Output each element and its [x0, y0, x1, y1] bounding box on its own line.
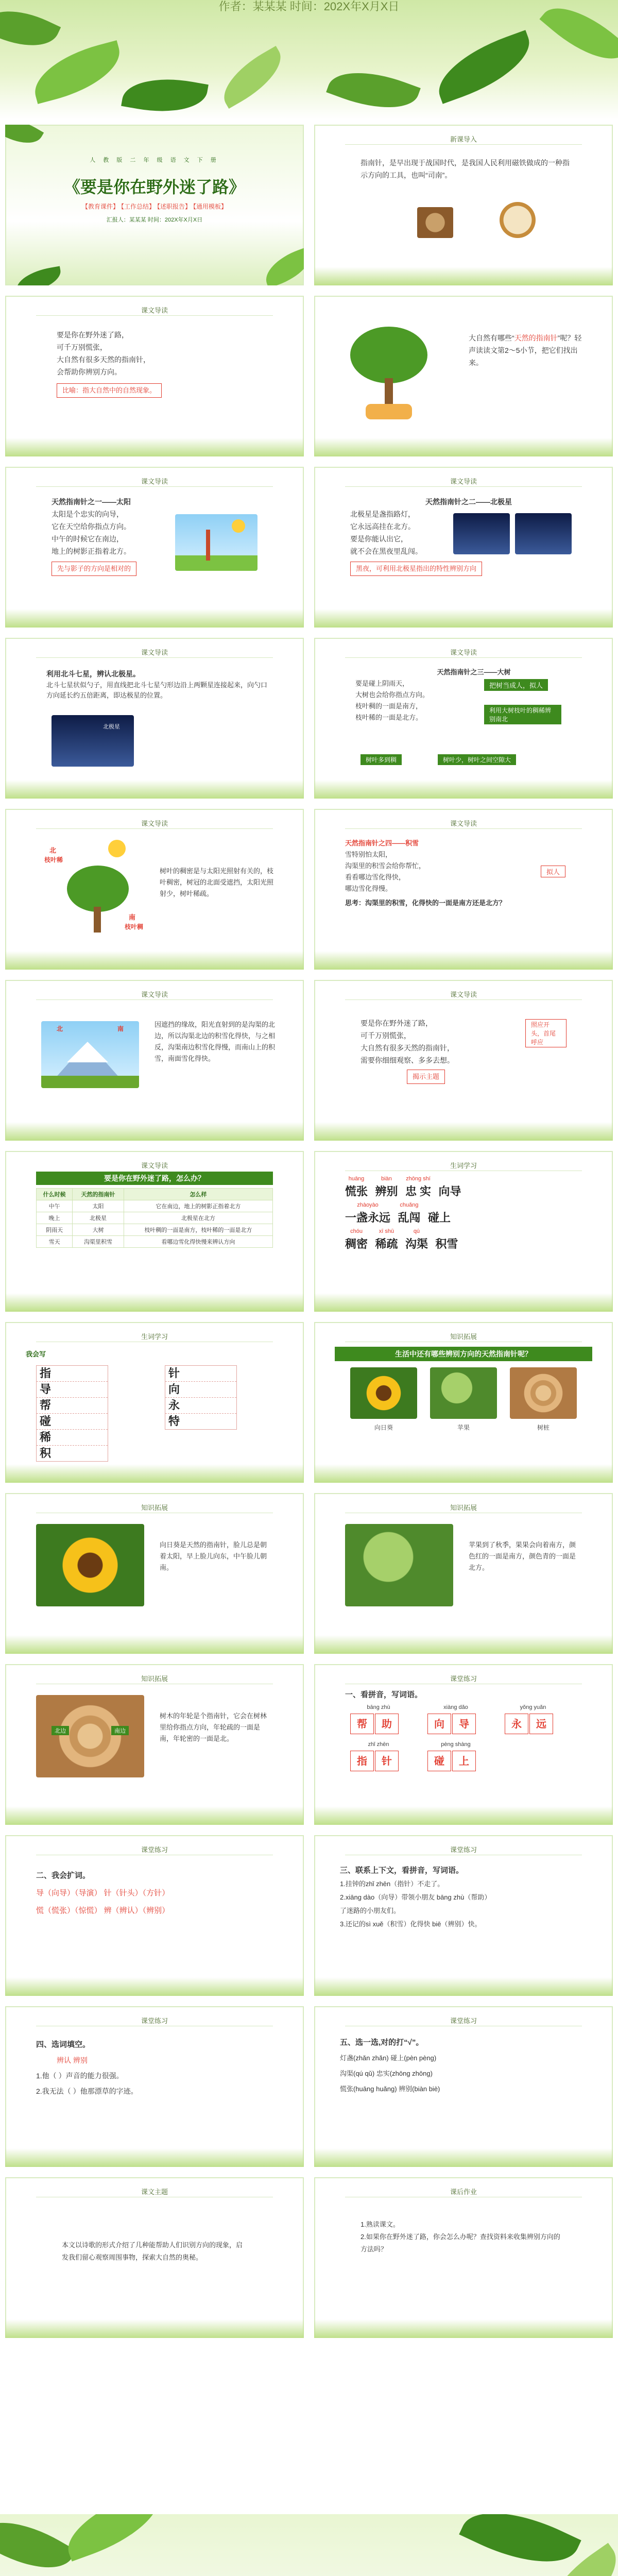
- note-box: 拟人: [541, 866, 565, 877]
- slide-vocab[interactable]: [309, 1146, 618, 1317]
- text: 碰: [427, 1751, 451, 1771]
- leaf-decoration: [326, 58, 421, 120]
- answer-row: 导（向导）（导演） 针（针头）（方针）: [36, 1889, 170, 1897]
- slide-text: 本文以诗歌的形式介绍了几种能帮助人们识别方向的现象，启发我们留心观察周围事物，探索大自然的奥秘。: [62, 2241, 243, 2261]
- text: 阴雨天: [37, 1224, 73, 1236]
- text: 沟渠里积雪: [73, 1236, 124, 1248]
- dense-label: 枝叶稠: [125, 923, 144, 930]
- sparse-label: 枝叶稀: [44, 856, 63, 863]
- text: 大自然有哪些“: [469, 334, 514, 342]
- image-caption: 向日葵: [374, 1424, 393, 1431]
- text: 枝叶稠的一面是南方，枝叶稀的一面是北方: [124, 1224, 272, 1236]
- slide-title: 课堂练习: [141, 2017, 168, 2025]
- slide-title: 课文导读: [450, 991, 477, 998]
- text: biàn: [381, 1176, 392, 1182]
- slide-title: 课堂练习: [141, 1846, 168, 1854]
- slide-title: 知识拓展: [141, 1675, 168, 1683]
- south-label: 南: [129, 913, 136, 921]
- section-head: 三、联系上下文，看拼音，写词语。: [340, 1866, 464, 1875]
- slide-reading-1[interactable]: [0, 291, 309, 462]
- banner-meta: 作者：某某某 时间：202X年X月X日: [218, 0, 400, 13]
- text: 帮: [37, 1398, 108, 1414]
- section-head: 要是你在野外迷了路，怎么办？: [36, 1172, 273, 1185]
- slide-text: 向日葵是天然的指南针，脸儿总是朝着太阳，早上脸儿向东，中午脸儿朝南。: [160, 1541, 267, 1571]
- text-line: 要是碰上阴雨天，: [355, 680, 409, 687]
- note-box: 先与影子的方向是相对的: [52, 562, 136, 576]
- slide-title: 课文导读: [141, 1162, 168, 1170]
- text: huāng: [348, 1176, 365, 1182]
- text: chuǎng: [400, 1202, 419, 1208]
- slide-apple[interactable]: [309, 1488, 618, 1659]
- sun-icon: [108, 840, 126, 857]
- text: 助: [375, 1714, 399, 1734]
- slide-title: 课文导读: [141, 820, 168, 827]
- table-row: [37, 1200, 273, 1212]
- text-line: 看看哪边雪化得快，: [345, 873, 406, 881]
- table-row: [37, 1236, 273, 1248]
- section-head: 二、我会扩词。: [36, 1871, 91, 1880]
- text: 天然的指南针: [73, 1189, 124, 1200]
- sunflower-image: [350, 1367, 417, 1419]
- leaf-decoration: [121, 71, 209, 120]
- text: 北极星在北方: [124, 1212, 272, 1224]
- north-label: 北: [49, 846, 57, 854]
- vocab-word: 一盏永远: [345, 1211, 391, 1224]
- text-line: 大自然有很多天然的指南针，: [57, 355, 150, 364]
- note-box: 揭示主题: [407, 1070, 445, 1084]
- slide-title: 知识拓展: [141, 1504, 168, 1512]
- text: 特: [168, 1415, 180, 1428]
- text: 指: [37, 1366, 108, 1382]
- answer-row: 慌（慌张）（惊慌） 辨（辨认）（辨别）: [36, 1906, 170, 1915]
- text: 针: [165, 1366, 236, 1382]
- apple-image: [430, 1367, 497, 1419]
- text-line: 要是你在野外迷了路，: [57, 331, 129, 339]
- slide-title: 课堂练习: [450, 1846, 477, 1854]
- section-head: 天然指南针之三——大树: [437, 668, 511, 676]
- text-line: 大自然有很多天然的指南针，: [360, 1044, 454, 1052]
- compass-spoon-image: [417, 207, 453, 238]
- slide-title: 课文主题: [141, 2188, 168, 2196]
- text: 怎么样: [124, 1189, 272, 1200]
- slide-title: 课后作业: [450, 2188, 477, 2196]
- slide-exercise-1[interactable]: [309, 1659, 618, 1830]
- slide-title: 课文导读: [141, 478, 168, 485]
- slide-text: 指南针，是早出现于战国时代，是我国人民利用磁铁做成的一种指示方向的工具，也叫“司南”。: [360, 159, 570, 179]
- tag: 【教育课件】: [81, 203, 119, 210]
- annotation: 树叶少，树叶之间空隙大: [438, 754, 516, 765]
- leaf-decoration: [428, 30, 539, 104]
- slide-homework[interactable]: [309, 2172, 618, 2343]
- slide-table[interactable]: [0, 1146, 309, 1317]
- slide-big-dipper[interactable]: [0, 633, 309, 804]
- answer-boxes: [505, 1714, 554, 1734]
- text-line: 1.挂钟的zhǐ zhēn（指针）不走了。: [340, 1880, 444, 1888]
- text: pèng shàng: [441, 1741, 471, 1748]
- slide-title: 知识拓展: [450, 1333, 477, 1341]
- annotation: 把树当成人，拟人: [484, 679, 548, 691]
- north-label: 北: [57, 1025, 63, 1032]
- section-head: 一、看拼音，写词语。: [345, 1690, 423, 1699]
- dipper-image: [52, 715, 134, 767]
- text-line: 灯盏(zhǎn zhǎn) 碰上(pèn pèng): [340, 2054, 437, 2062]
- text: 晚上: [37, 1212, 73, 1224]
- slide-extension[interactable]: [309, 1317, 618, 1488]
- highlight: 天然的指南针: [514, 334, 558, 342]
- text: xī shū: [379, 1228, 394, 1234]
- slide-theme[interactable]: [0, 2172, 309, 2343]
- text: [439, 1176, 461, 1183]
- answer-boxes: [350, 1714, 400, 1734]
- slide-polaris[interactable]: [309, 462, 618, 633]
- section-head: 天然指南针之一——太阳: [52, 498, 131, 506]
- text: 中午: [37, 1200, 73, 1212]
- summary-table: [36, 1188, 273, 1248]
- text: 远: [529, 1714, 553, 1734]
- text-line: 2.xiāng dào（向导）带领小朋友 bāng zhù（帮助）: [340, 1893, 491, 1901]
- vocab-word: 辨别: [375, 1185, 398, 1198]
- text: 积: [40, 1447, 52, 1460]
- answer-boxes: [427, 1714, 477, 1734]
- stump-image: [510, 1367, 577, 1419]
- slide-exercise-5[interactable]: [309, 2001, 618, 2172]
- slide-summary[interactable]: [309, 975, 618, 1146]
- cover-subtitle: 人 教 版 二 年 级 语 文 下 册: [90, 157, 219, 163]
- vocab-word: 稀疏: [375, 1238, 398, 1250]
- leaf-decoration: [27, 40, 128, 104]
- text-line: 1.熟读课文。: [360, 2221, 400, 2228]
- section-head: 五、选一选,对的打“√”。: [340, 2038, 424, 2047]
- slide-snow[interactable]: [309, 804, 618, 975]
- text-line: 就不会在黑夜里乱闯。: [350, 547, 422, 555]
- sunflower-image: [36, 1524, 144, 1606]
- text: zhōng shí: [406, 1176, 431, 1182]
- slide-tree-diagram[interactable]: [0, 804, 309, 975]
- text: chóu: [350, 1228, 363, 1234]
- slide-grid: [0, 120, 618, 2343]
- note-box: 比喻：指大自然中的自然现象。: [57, 383, 162, 398]
- section-label: 我会写: [26, 1350, 46, 1358]
- sun-shadow-image: [175, 514, 258, 571]
- text-line: 它永远高挂在北方。: [350, 522, 415, 531]
- slide-title: 课文导读: [450, 649, 477, 656]
- children-image: [366, 404, 412, 419]
- text: 向: [427, 1714, 451, 1734]
- text-line: 3.还记的sì xuě（积雪）化得快 biē（辨别）快。: [340, 1920, 482, 1928]
- slide-title: 课文导读: [450, 820, 477, 827]
- image-caption: 树桩: [537, 1424, 550, 1431]
- text-line: 要是你能认出它，: [350, 535, 408, 543]
- slide-sun[interactable]: [0, 462, 309, 633]
- slide-exercise-4[interactable]: [0, 2001, 309, 2172]
- text-line: 中午的时候它在南边，: [52, 535, 124, 543]
- slide-writing[interactable]: [0, 1317, 309, 1488]
- text: zhǐ zhēn: [368, 1741, 389, 1748]
- answer-boxes: [427, 1751, 477, 1771]
- text-line: 枝叶稠的一面是南方，: [355, 702, 423, 710]
- text-line: 需要你细细观察、多多去想。: [360, 1056, 454, 1064]
- text-line: 沟渠(qú qǔ) 忠实(zhōng zhōng): [340, 2070, 433, 2077]
- slide-text: 树木的年轮是个指南针，它会在树林里给你指点方向，年轮疏的一面是南，年轮密的一面是北。: [160, 1712, 267, 1742]
- text: 大树: [73, 1224, 124, 1236]
- slide-text: 北斗七星状似勺子，用直线把北斗七星勺形边沿上两颗星连接起来，向勺口方向延长约五倍距离，即达极星的位置。: [46, 681, 268, 699]
- text: 北极星: [73, 1212, 124, 1224]
- tag: 【通用模板】: [193, 203, 228, 210]
- text-line: 可千万别慌张，: [57, 343, 107, 351]
- tag: 【述职报告】: [157, 203, 192, 210]
- text: 碰: [37, 1414, 108, 1430]
- slide-title: 新课导入: [450, 135, 477, 143]
- text-line: 要是你在野外迷了路，: [360, 1019, 433, 1027]
- table-row: [37, 1212, 273, 1224]
- slide-text: 因遮挡的缘故，阳光直射到的是沟渠的北边，所以沟渠北边的积雪化得快，与之相反，沟渠南边积雪化得慢，而南山上的积雪，南面雪化得快。: [154, 1021, 276, 1062]
- slide-title: 课堂练习: [450, 2017, 477, 2025]
- cover-tags: [5, 202, 304, 211]
- night-sky-image: [515, 513, 572, 554]
- night-sky-image: [453, 513, 510, 554]
- text: 永: [165, 1398, 236, 1414]
- text-line: 会帮助你辨别方向。: [57, 368, 122, 376]
- text: [428, 1202, 451, 1209]
- vocab-word: 慌张: [345, 1185, 368, 1198]
- text: 太阳: [73, 1200, 124, 1212]
- text-line: 哪边雪化得慢。: [345, 885, 392, 892]
- text-line: 了迷路的小朋友们。: [340, 1907, 401, 1914]
- slide-title: 课文导读: [450, 478, 477, 485]
- vocab-word: 忠 实: [405, 1185, 432, 1198]
- image-caption: 苹果: [457, 1424, 470, 1431]
- vocab-word: 积雪: [435, 1238, 458, 1250]
- answer-boxes: [350, 1751, 400, 1771]
- text: 导: [37, 1382, 108, 1398]
- annotation: 树叶多到稠: [360, 754, 402, 765]
- bottom-cover: [0, 2514, 618, 2576]
- text: 稀: [37, 1430, 108, 1446]
- text: 向: [165, 1382, 236, 1398]
- text: 指: [350, 1751, 374, 1771]
- section-head: 生活中还有哪些辨别方向的天然指南针呢？: [335, 1347, 592, 1361]
- slide-sunflower[interactable]: [0, 1488, 309, 1659]
- slide-stump[interactable]: [0, 1659, 309, 1830]
- text: 永: [505, 1714, 528, 1734]
- text-line: 沟渠里的积雪会给你帮忙，: [345, 862, 426, 870]
- image-label: 北边: [52, 1726, 69, 1735]
- image-label: 南边: [111, 1726, 129, 1735]
- slide-intro[interactable]: [309, 120, 618, 291]
- section-head: 天然指南针之四——积雪: [345, 839, 419, 847]
- annotation: 利用大树枝叶的稠稀辨别南北: [484, 705, 561, 724]
- text: 针: [375, 1751, 399, 1771]
- slide-tree[interactable]: [309, 633, 618, 804]
- text-line: 雪特别怕太阳，: [345, 851, 392, 858]
- annotation: 照应开头，首尾呼应: [525, 1019, 566, 1047]
- text: 上: [452, 1751, 476, 1771]
- section-head: 天然指南针之二——北极星: [425, 498, 512, 506]
- text: 什么时候: [37, 1189, 73, 1200]
- vocab-word: 碰上: [427, 1211, 451, 1224]
- vocab-word: 乱闯: [398, 1211, 421, 1224]
- question: 思考：沟渠里的积雪，化得快的一面是南方还是北方？: [345, 899, 506, 907]
- slide-title: 课文导读: [141, 991, 168, 998]
- top-banner: [0, 0, 618, 120]
- text: xiàng dǎo: [443, 1704, 468, 1710]
- text: ”呢？轻声读读文第2～5小节，把它们找出来。: [469, 334, 582, 367]
- cover-title: 《要是你在野外迷了路》: [63, 177, 245, 197]
- text-line: 2.如果你在野外迷了路，你会怎么办呢？查找资料来收集辨别方向的方法吗？: [360, 2233, 560, 2253]
- slide-text: 树叶的稠密是与太阳光照射有关的，枝叶稠密，树冠的北面受遮挡，太阳光照射少，树叶稀疏。: [160, 867, 274, 897]
- vocab-word: 沟渠: [405, 1238, 428, 1250]
- text-line: 太阳是个忠实的向导，: [52, 510, 124, 518]
- vocab-word: 稠密: [345, 1238, 368, 1250]
- slide-cover[interactable]: [0, 120, 309, 291]
- slide-title: 课文导读: [141, 649, 168, 656]
- apple-image: [345, 1524, 453, 1606]
- slide-title: 课文导读: [141, 307, 168, 314]
- slide-title: 知识拓展: [450, 1504, 477, 1512]
- slide-exercise-2[interactable]: [0, 1830, 309, 2001]
- slide-snow-diagram[interactable]: [0, 975, 309, 1146]
- slide-title: 生词学习: [141, 1333, 168, 1341]
- south-label: 南: [117, 1025, 124, 1032]
- tag: 【工作总结】: [121, 203, 155, 210]
- slide-exercise-3[interactable]: [309, 1830, 618, 2001]
- section-head: 利用北斗七星，辨认北极星。: [46, 670, 140, 678]
- text: bāng zhù: [367, 1704, 390, 1710]
- text-line: 可千万别慌张，: [360, 1031, 411, 1040]
- text: [435, 1228, 458, 1235]
- text-line: 地上的树影正指着北方。: [52, 547, 131, 555]
- compass-image: [500, 202, 536, 238]
- text-line: 枝叶稀的一面是北方。: [355, 714, 423, 721]
- text-line: 1.他（ ）声音的能力很强。: [36, 2072, 124, 2080]
- text: 帮: [350, 1714, 374, 1734]
- slide-reading-2[interactable]: [309, 291, 618, 462]
- text: 导: [452, 1714, 476, 1734]
- text: 它在南边，地上的树影正指着北方: [124, 1200, 272, 1212]
- stump-image: [36, 1695, 144, 1777]
- mountain-image: [41, 1021, 139, 1088]
- word-options: 辨认 辨别: [57, 2056, 88, 2064]
- text-line: 它在天空给你指点方向。: [52, 522, 131, 531]
- text-line: 大树也会给你指点方向。: [355, 691, 430, 699]
- text: 雪天: [37, 1236, 73, 1248]
- text: qú: [413, 1228, 420, 1234]
- text: zhàoyào: [357, 1202, 379, 1208]
- image-label: 北极星: [103, 724, 120, 730]
- slide-title: 生词学习: [450, 1162, 477, 1170]
- text-line: 慌张(huāng huǎng) 辨别(biàn biè): [340, 2085, 440, 2093]
- cover-author: 汇报人：某某某 时间：202X年X月X日: [106, 217, 203, 223]
- text-line: 北极星是盏指路灯，: [350, 510, 415, 518]
- text-line: 2.我无法（ ）他那漂草的字迹。: [36, 2087, 138, 2095]
- text: 看哪边雪化得快慢来辨认方向: [124, 1236, 272, 1248]
- note-box: 黑夜，可利用北极星指出的特性辨别方向: [350, 562, 482, 576]
- section-head: 四、选词填空。: [36, 2040, 91, 2049]
- vocab-word: 向导: [438, 1185, 461, 1198]
- leaf-decoration: [213, 46, 291, 109]
- table-row: [37, 1224, 273, 1236]
- slide-text: 苹果到了秋季，果果会向着南方，颜色红的一面是南方，颜色青的一面是北方。: [469, 1541, 576, 1571]
- text: yǒng yuǎn: [520, 1704, 546, 1710]
- slide-title: 课堂练习: [450, 1675, 477, 1683]
